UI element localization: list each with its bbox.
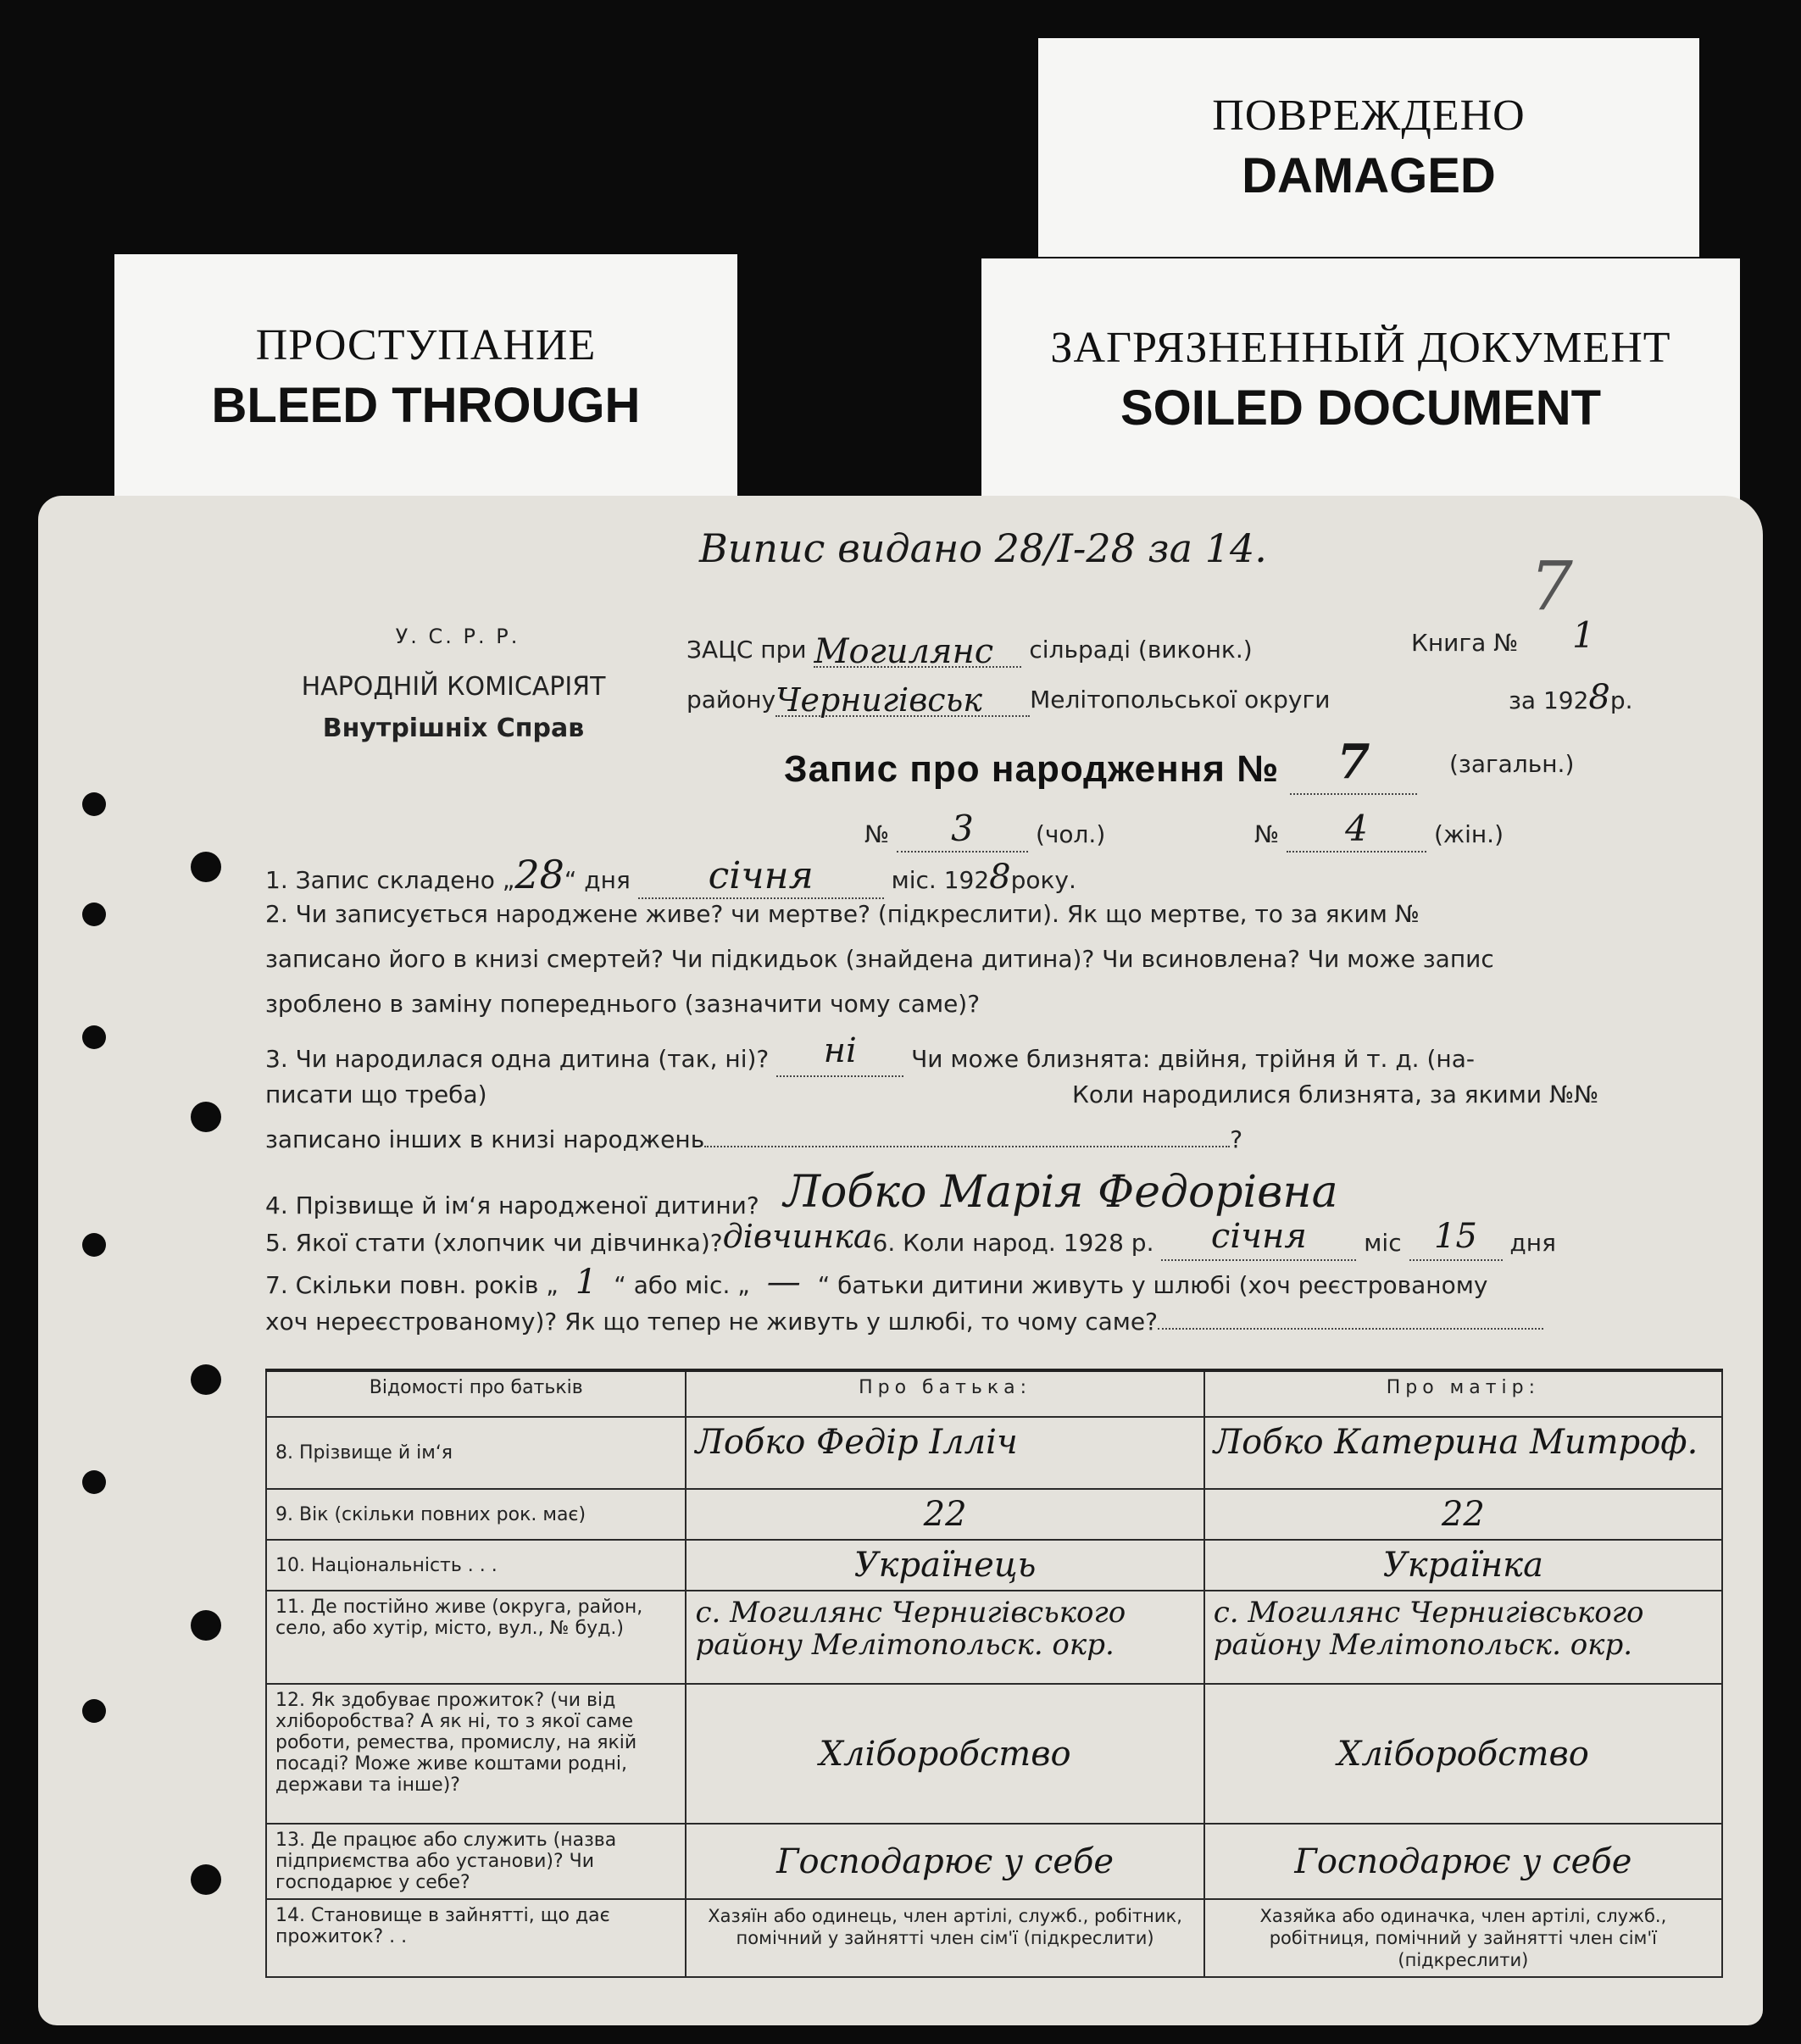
damaged-label-card [1038, 38, 1699, 257]
father-residence: с. Могилянс Чернигівського району Мелітопольск. окр. [686, 1591, 1203, 1684]
child-name: Лобко Марія Федорівна [783, 1167, 1338, 1218]
q3-line3-text: записано інших в книзі народжень [265, 1125, 705, 1153]
book-label: Книга № [1411, 629, 1519, 657]
row-question: 14. Становище в зайнятті, що дає прожиток? . . [266, 1899, 686, 1977]
punch-hole [191, 1610, 221, 1641]
soiled-label-en: SOILED DOCUMENT [1120, 380, 1602, 436]
zags-prefix: ЗАЦС при [686, 636, 807, 664]
item-2-line-2: записано його в книзі смертей? Чи підкидьок (знайдена дитина)? Чи всиновлена? Чи може запис [265, 945, 1494, 973]
female-number-line [1254, 809, 1504, 853]
female-no-label: № [1254, 820, 1280, 848]
male-number: 3 [951, 808, 974, 849]
parents-info-table [265, 1369, 1723, 1978]
father-name: Лобко Федір Ілліч [686, 1417, 1203, 1489]
punch-hole [82, 1025, 106, 1049]
district-prefix: району [686, 686, 776, 714]
q6-label: 6. Коли народ. 1928 р. [872, 1229, 1154, 1257]
row-question: 13. Де працює або служить (назва підприємства або установи)? Чи господарює у себе? [266, 1824, 686, 1899]
q3-twins-question: Чи може близнята: двійня, трійня й т. д. (на- [911, 1045, 1475, 1073]
item-3-line-2a: писати що треба) [265, 1080, 487, 1108]
record-number: 7 [1337, 734, 1371, 790]
mother-nationality: Українка [1204, 1540, 1722, 1591]
item-2-line-1: 2. Чи записується народжене живе? чи мертве? (підкреслити). Як що мертве, то за яким № [265, 900, 1420, 928]
item-2-line-3: зроблено в заміну попереднього (зазначити чому саме)? [265, 990, 981, 1018]
org-internal-affairs: Внутрішніх Справ [322, 714, 585, 743]
punch-hole [82, 792, 106, 816]
table-row [266, 1540, 1722, 1591]
item-1-line [265, 852, 1076, 899]
soiled-label-ru: ЗАГРЯЗНЕННЫЙ ДОКУМЕНТ [1050, 323, 1671, 372]
q6-end: дня [1509, 1229, 1556, 1257]
punch-hole [191, 852, 221, 882]
header-father: Про батька: [686, 1370, 1203, 1417]
record-title-text: Запис про народження № [784, 748, 1280, 790]
marriage-years: 1 [575, 1263, 598, 1302]
father-occupation-status: Хазяїн або одинець, член артілі, служб., робітник, помічний у зайнятті член сім'ї (підкреслити) [686, 1899, 1203, 1977]
q1-year: 8 [989, 858, 1011, 897]
bleed-through-label-card [114, 254, 737, 500]
birth-day: 15 [1434, 1217, 1477, 1256]
q7-line2-text: хоч нереєстрованому)? Як що тепер не живуть у шлюбі, то чому саме? [265, 1308, 1158, 1336]
q3-answer: ні [823, 1031, 857, 1070]
bleed-label-en: BLEED THROUGH [211, 378, 641, 433]
okrug-name: Мелітопольської округи [1030, 686, 1331, 714]
row-question: 9. Вік (скільки повних рок. має) [266, 1489, 686, 1540]
item-7-line-2 [265, 1308, 1543, 1336]
soiled-document-label-card [981, 258, 1740, 500]
district-name: Чернигівськ [775, 681, 982, 719]
item-3-line-2b: Коли народилися близнята, за якими №№ [1072, 1080, 1599, 1108]
item-4-line [265, 1167, 1338, 1225]
org-ussr: У. С. Р. Р. [395, 625, 520, 648]
item-5-6-line [265, 1217, 1556, 1261]
table-row [266, 1417, 1722, 1489]
mother-occupation-status: Хазяйка або одиначка, член артілі, служб., робітниця, помічний у зайнятті член сім'ї (підкреслити) [1204, 1899, 1722, 1977]
q5-label: 5. Якої стати (хлопчик чи дівчинка)? [265, 1229, 723, 1257]
father-age: 22 [686, 1489, 1203, 1540]
damaged-label-en: DAMAGED [1242, 148, 1496, 203]
year-suffix: р. [1609, 686, 1633, 714]
punch-hole [191, 1102, 221, 1132]
record-title [784, 734, 1417, 795]
village-name: Могилянс [814, 632, 994, 671]
mother-residence: с. Могилянс Чернигівського району Мелітопольск. окр. [1204, 1591, 1722, 1684]
item-3-line-3 [265, 1125, 1242, 1153]
male-suffix: (чол.) [1035, 820, 1106, 848]
row-question: 8. Прізвище й ім‘я [266, 1417, 686, 1489]
marriage-months: — [766, 1263, 801, 1302]
q7-line1-end: “ батьки дитини живуть у шлюбі (хоч реєстрованому [817, 1271, 1488, 1299]
table-row [266, 1899, 1722, 1977]
handwritten-issue-note: Випис видано 28/I-28 за 14. [699, 525, 1267, 571]
q1-day: 28 [514, 852, 564, 897]
item-7-line-1 [265, 1263, 1487, 1302]
mother-name: Лобко Катерина Митроф. [1204, 1417, 1722, 1489]
header-mother: Про матір: [1204, 1370, 1722, 1417]
year-label: за 192 [1509, 686, 1589, 714]
q1-suffix: міс. 192 [891, 866, 990, 894]
birth-record-form [38, 496, 1763, 2025]
q6-mis: міс [1364, 1229, 1402, 1257]
org-commissariat: НАРОДНІЙ КОМІСАРІЯТ [301, 672, 606, 702]
row-question: 11. Де постійно живе (округа, район, село, або хутір, місто, вул., № буд.) [266, 1591, 686, 1684]
q4-label: 4. Прізвище й ім‘я народженої дитини? [265, 1191, 759, 1219]
punch-hole [82, 1699, 106, 1723]
male-no-label: № [864, 820, 890, 848]
father-nationality: Українець [686, 1540, 1203, 1591]
zags-line [686, 627, 1253, 671]
row-question: 10. Національність . . . [266, 1540, 686, 1591]
q3-question: 3. Чи народилася одна дитина (так, ні)? [265, 1045, 770, 1073]
corner-mark: 7 [1530, 547, 1573, 625]
q3-end: ? [1230, 1125, 1243, 1153]
q7-prefix: 7. Скільки повн. років „ [265, 1271, 559, 1299]
q7-mid: “ або міс. „ [614, 1271, 750, 1299]
mother-age: 22 [1204, 1489, 1722, 1540]
punch-hole [82, 1233, 106, 1257]
year-digit: 8 [1588, 678, 1610, 717]
punch-hole [82, 1470, 106, 1494]
q1-end: року. [1010, 866, 1076, 894]
header-parents-info: Відомості про батьків [266, 1370, 686, 1417]
father-livelihood: Хліборобство [686, 1684, 1203, 1824]
father-workplace: Господарює у себе [686, 1824, 1203, 1899]
table-row [266, 1489, 1722, 1540]
punch-hole [191, 1864, 221, 1895]
child-sex: дівчинка [722, 1218, 873, 1255]
q1-mid: “ дня [564, 866, 631, 894]
item-3-line-1 [265, 1031, 1475, 1077]
punch-hole [191, 1364, 221, 1395]
table-row [266, 1684, 1722, 1824]
damaged-label-ru: ПОВРЕЖДЕНО [1212, 92, 1526, 140]
mother-workplace: Господарює у себе [1204, 1824, 1722, 1899]
bleed-label-ru: ПРОСТУПАНИЕ [255, 321, 597, 369]
general-label: (загальн.) [1449, 750, 1575, 778]
q1-prefix: 1. Запис складено „ [265, 866, 515, 894]
q1-month: січня [708, 854, 814, 897]
year-line [1509, 678, 1633, 717]
mother-livelihood: Хліборобство [1204, 1684, 1722, 1824]
zags-suffix: сільраді (виконк.) [1029, 636, 1253, 664]
book-number: 1 [1572, 614, 1595, 656]
row-question: 12. Як здобуває прожиток? (чи від хліборобства? А як ні, то з якої саме роботи, ремества, промислу, на якій посаді? Може живе коштами родні, держави та інше)? [266, 1684, 686, 1824]
birth-month: січня [1210, 1217, 1307, 1256]
female-suffix: (жін.) [1433, 820, 1504, 848]
punch-hole [82, 903, 106, 926]
female-number: 4 [1345, 808, 1368, 849]
table-row [266, 1591, 1722, 1684]
district-line [686, 678, 1330, 717]
table-header-row [266, 1370, 1722, 1417]
table-row [266, 1824, 1722, 1899]
male-number-line [864, 809, 1105, 853]
